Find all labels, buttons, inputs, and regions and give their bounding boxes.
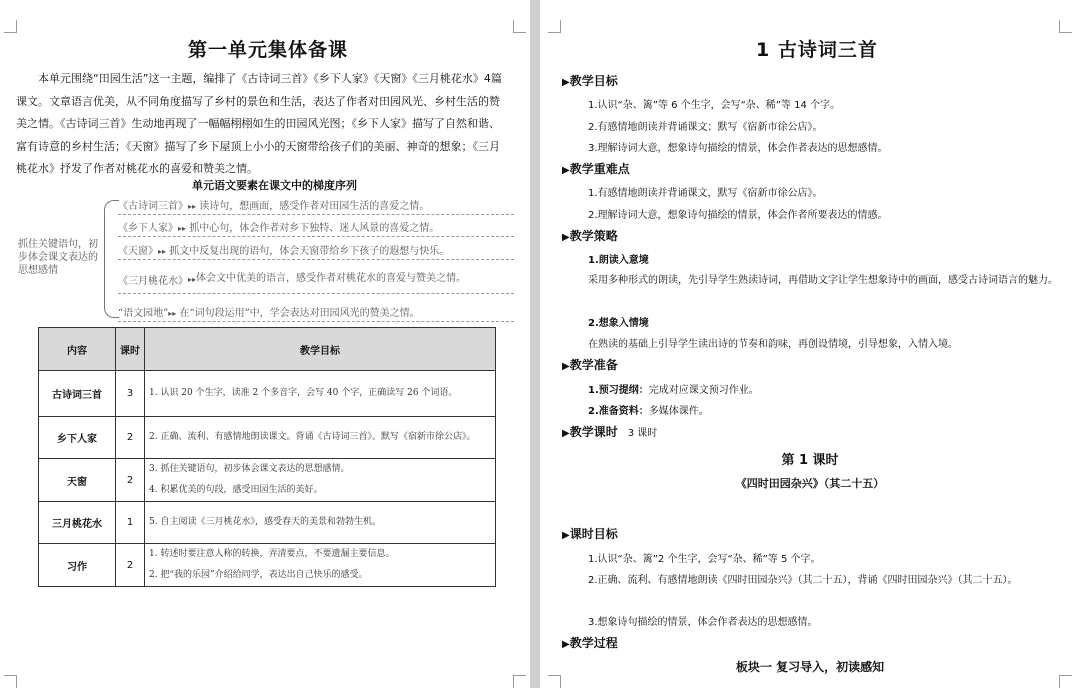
lesson-hours: 2 — [116, 459, 145, 502]
strategy-title: 2.想象入情境 — [588, 318, 649, 329]
crop-mark — [1059, 20, 1072, 33]
goal-item: 2.有感情地朗读并背诵课文；默写《宿新市徐公店》。 — [588, 122, 823, 133]
chain-text: 抓文中反复出现的语句，体会天窗带给乡下孩子的遐想与快乐。 — [169, 246, 450, 257]
prep-text: 多媒体课件。 — [648, 406, 709, 417]
lesson-goal: 2. 正确、流利、有感情地朗读课文。背诵《古诗词三首》。默写《宿新市徐公店》。 — [145, 417, 496, 459]
lesson-goal: 4. 积累优美的句段，感受田园生活的美好。 — [149, 485, 323, 495]
lesson-hours: 3 — [116, 371, 145, 417]
goal-item: 3.理解诗词大意，想象诗句描绘的情景，体会作者表达的思想感情。 — [588, 143, 888, 154]
lesson-title: 1 古诗词三首 — [756, 39, 878, 61]
lesson-name: 古诗词三首 — [39, 371, 116, 417]
lesson-goal: 1. 转述时要注意人称的转换，弄清要点，不要遗漏主要信息。 — [149, 549, 395, 559]
chain-text: 读诗句，想画面，感受作者对田园生活的喜爱之情。 — [199, 201, 430, 212]
lesson-goal: 5. 自主阅读《三月桃花水》，感受春天的美景和勃勃生机。 — [145, 502, 496, 544]
poem-title: 《四时田园杂兴》（其二十五） — [735, 477, 885, 490]
table-header: 教学目标 — [145, 328, 496, 371]
chain-row — [118, 265, 514, 294]
table-header: 课时 — [116, 328, 145, 371]
prep-label: 1.预习提纲： — [588, 385, 649, 396]
triangle-icon: ▶ — [562, 530, 570, 541]
chain-lesson: “语文园地” — [118, 308, 169, 319]
chain-text: 在“词句段运用”中，学会表达对田园风光的赞美之情。 — [179, 308, 420, 319]
page-title: 第一单元集体备课 — [188, 39, 349, 61]
lesson-name: 乡下人家 — [39, 417, 116, 459]
chain-row — [118, 219, 514, 237]
chain-lesson: 《乡下人家》 — [118, 223, 178, 234]
block-title: 板块一 复习导入，初读感知 — [735, 660, 885, 674]
table-header: 内容 — [39, 328, 116, 371]
lesson-goal-item: 3.想象诗句描绘的情景，体会作者表达的思想感情。 — [588, 617, 818, 628]
section-heading: ▶教学课时 3 课时 — [562, 425, 658, 439]
lesson-goal-group — [145, 544, 496, 587]
chain-bracket — [104, 200, 119, 318]
crop-mark — [548, 675, 561, 688]
key-item: 2.理解诗词大意，想象诗句描绘的情景，体会作者所要表达的情感。 — [588, 210, 888, 221]
lesson-hours: 2 — [116, 417, 145, 459]
table-row — [39, 417, 496, 459]
goal-item: 1.认识“杂、篱”等 6 个生字，会写“杂、稀”等 14 个字。 — [588, 100, 841, 111]
chain-text: 抓中心句，体会作者对乡下独特、迷人风景的喜爱之情。 — [189, 223, 440, 234]
arrow-icon: ▸▸ — [178, 224, 187, 233]
triangle-icon: ▶ — [562, 361, 570, 372]
chain-left-label: 抓住关键语句，初步体会课文表达的思想感情 — [18, 239, 98, 276]
chain-lesson: 《三月桃花水》 — [118, 275, 188, 287]
triangle-icon: ▶ — [562, 639, 570, 650]
table-header-row — [39, 328, 496, 371]
crop-mark — [548, 20, 561, 33]
crop-mark — [513, 675, 526, 688]
lesson-goal-item: 1.认识“杂、篱”2 个生字，会写“杂、稀”等 5 个字。 — [588, 554, 821, 565]
lesson-goal: 1. 认识 20 个生字，读准 2 个多音字，会写 40 个字，正确读写 26 个词语。 — [145, 371, 496, 417]
section-heading: ▶课时目标 — [562, 527, 618, 541]
triangle-icon: ▶ — [562, 165, 570, 176]
table-row — [39, 459, 496, 502]
crop-mark — [513, 20, 526, 33]
chain-lesson: 《天窗》 — [118, 246, 158, 257]
lesson-heading: 第 1 课时 — [781, 453, 839, 468]
strategy-text: 在熟读的基础上引导学生读出诗的节奏和韵味，再创设情境，引导想象，入情入境。 — [588, 339, 958, 350]
right-page — [540, 0, 1080, 688]
prep-text: 完成对应课文预习作业。 — [648, 385, 759, 396]
lesson-name: 习作 — [39, 544, 116, 587]
strategy-text: 采用多种形式的朗读，先引导学生熟读诗词，再借助文字让学生想象诗中的画面，感受古诗词语言的魅力。 — [588, 275, 1058, 286]
arrow-icon: ▸▸ — [168, 309, 177, 318]
triangle-icon: ▶ — [562, 428, 570, 439]
arrow-icon: ▸▸ — [188, 202, 197, 211]
chain-title: 单元语文要素在课文中的梯度序列 — [192, 179, 357, 192]
lesson-goal: 2. 把“我的乐园”介绍给同学，表达出自己快乐的感受。 — [149, 570, 368, 580]
strategy-title: 1.朗读入意境 — [588, 255, 649, 266]
table-row — [39, 544, 496, 587]
chain-text: 体会文中优美的语言，感受作者对桃花水的喜爱与赞美之情。 — [196, 273, 467, 284]
lesson-goal-item: 2.正确、流利、有感情地朗读《四时田园杂兴》（其二十五），背诵《四时田园杂兴》（其二十五）。 — [588, 575, 1018, 586]
lesson-goal: 3. 抓住关键语句，初步体会课文表达的思想感情。 — [149, 464, 350, 474]
crop-mark — [1059, 675, 1072, 688]
triangle-icon: ▶ — [562, 77, 570, 88]
unit-plan-table — [38, 327, 496, 587]
lesson-name: 三月桃花水 — [39, 502, 116, 544]
hours-value: 3 课时 — [627, 428, 658, 439]
lesson-name: 天窗 — [39, 459, 116, 502]
table-row — [39, 371, 496, 417]
table-row — [39, 502, 496, 544]
lesson-goal-group — [145, 459, 496, 502]
prep-item — [588, 402, 709, 417]
prep-item — [588, 381, 759, 396]
lesson-hours: 1 — [116, 502, 145, 544]
section-heading: ▶教学策略 — [562, 229, 618, 243]
section-heading: ▶教学过程 — [562, 636, 618, 650]
crop-mark — [4, 20, 17, 33]
unit-intro: 本单元围绕“田园生活”这一主题，编排了《古诗词三首》《乡下人家》《天窗》《三月桃花水》4篇课文。文章语言优美，从不同角度描写了乡村的景色和生活，表达了作者对田园风光、乡村生活的赞美之情。《古诗词三首》生动地再现了一幅幅栩栩如生的田园风光图；《乡下人家》描写了自然和谐、富有诗意的乡村生活；《天窗》描写了乡下屋顶上小小的天窗带给孩子们的美丽、神奇的想象；《三月桃花水》抒发了作者对桃花水的喜爱和赞美之情。 — [16, 72, 502, 175]
arrow-icon: ▸▸ — [158, 247, 167, 256]
chain-row — [118, 242, 514, 260]
chain-row — [118, 304, 514, 322]
left-page — [0, 0, 530, 688]
chain-lesson: 《古诗词三首》 — [118, 201, 188, 212]
section-heading: ▶教学目标 — [562, 74, 618, 88]
lesson-hours: 2 — [116, 544, 145, 587]
section-heading: ▶教学准备 — [562, 358, 618, 372]
key-item: 1.有感情地朗读并背诵课文，默写《宿新市徐公店》。 — [588, 188, 823, 199]
crop-mark — [4, 675, 17, 688]
arrow-icon: ▸▸ — [188, 274, 197, 284]
chain-row — [118, 197, 514, 215]
section-heading: ▶教学重难点 — [562, 162, 630, 176]
prep-label: 2.准备资料： — [588, 406, 649, 417]
triangle-icon: ▶ — [562, 232, 570, 243]
